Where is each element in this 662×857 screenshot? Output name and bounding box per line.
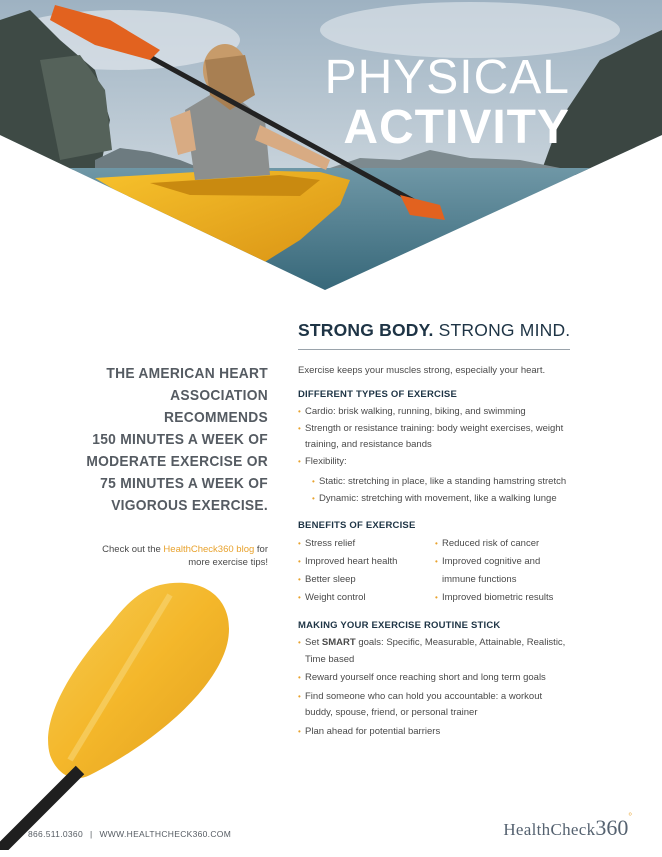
- list-item: • Improved heart health: [298, 553, 435, 571]
- logo-text: HealthCheck: [503, 820, 596, 839]
- list-item-label: Flexibility:: [305, 455, 347, 467]
- divider: [298, 349, 570, 350]
- blog-note-text: more exercise tips!: [188, 557, 268, 568]
- hero-image: [0, 0, 662, 300]
- benefits-right-column: [435, 535, 570, 607]
- flexibility-sublist: [305, 474, 570, 507]
- list-item: • Improved cognitive and immune functions: [435, 553, 570, 589]
- paddle-image: [0, 570, 240, 850]
- phone-number: 866.511.0360: [28, 829, 83, 839]
- list-item: [298, 635, 570, 668]
- blog-note-text: for: [254, 544, 268, 555]
- smart-bold: SMART: [321, 637, 356, 648]
- list-item: • Static: stretching in place, like a standing hamstring stretch: [312, 474, 570, 491]
- smart-text: goals: Specific, Measurable, Attainable, Realistic, Time based: [305, 637, 566, 665]
- main-content: [298, 320, 570, 742]
- routine-list: [298, 635, 570, 740]
- page-title-line2: ACTIVITY: [343, 101, 570, 154]
- website-link[interactable]: WWW.HEALTHCHECK360.COM: [99, 829, 232, 839]
- list-item: [298, 454, 570, 508]
- quote-line: ASSOCIATION RECOMMENDS: [164, 387, 268, 426]
- footer-separator: |: [89, 829, 93, 839]
- list-item: • Stress relief: [298, 535, 435, 553]
- routine-section: [298, 620, 570, 740]
- logo-degree: °: [628, 811, 632, 821]
- intro-text: Exercise keeps your muscles strong, especially your heart.: [298, 365, 546, 376]
- headline: [298, 320, 570, 341]
- routine-section-title: MAKING YOUR EXERCISE ROUTINE STICK: [298, 620, 501, 631]
- footer-contact: [28, 829, 231, 839]
- benefits-section-title: BENEFITS OF EXERCISE: [298, 520, 416, 531]
- list-item: • Reward yourself once reaching short and long term goals: [298, 670, 570, 687]
- quote-line: 150 MINUTES A WEEK OF: [92, 431, 268, 448]
- logo-number: 360: [595, 815, 629, 840]
- blog-link[interactable]: HealthCheck360 blog: [163, 544, 255, 555]
- list-item: • Dynamic: stretching with movement, like a walking lunge: [312, 491, 570, 508]
- quote-line: THE AMERICAN HEART: [106, 365, 269, 382]
- quote-line: VIGOROUS EXERCISE.: [111, 497, 268, 514]
- list-item: • Better sleep: [298, 571, 435, 589]
- healthcheck360-logo: [503, 811, 632, 841]
- list-item: • Find someone who can hold you accountable: a workout buddy, spouse, friend, or personal trainer: [298, 689, 570, 722]
- types-list: [298, 404, 570, 507]
- headline-rest: STRONG MIND.: [433, 320, 571, 340]
- list-item: • Plan ahead for potential barriers: [298, 724, 570, 741]
- list-item: • Weight control: [298, 589, 435, 607]
- list-item: • Strength or resistance training: body weight exercises, weight training, and resistance bands: [298, 421, 570, 454]
- blog-note: [60, 543, 268, 569]
- headline-bold: STRONG BODY.: [298, 320, 434, 340]
- benefits-left-column: [298, 535, 435, 607]
- smart-text: Set: [305, 637, 322, 648]
- list-item: • Reduced risk of cancer: [435, 535, 570, 553]
- aha-recommendation: [77, 363, 268, 517]
- quote-line: MODERATE EXERCISE OR: [86, 453, 268, 470]
- page-title-line1: PHYSICAL: [324, 51, 570, 104]
- benefits-list: [298, 535, 570, 607]
- types-section-title: DIFFERENT TYPES OF EXERCISE: [298, 389, 458, 400]
- blog-note-text: Check out the: [102, 544, 164, 555]
- quote-line: 75 MINUTES A WEEK OF: [100, 475, 268, 492]
- list-item: • Improved biometric results: [435, 589, 570, 607]
- list-item: • Cardio: brisk walking, running, biking, and swimming: [298, 404, 570, 421]
- left-column: [60, 363, 268, 569]
